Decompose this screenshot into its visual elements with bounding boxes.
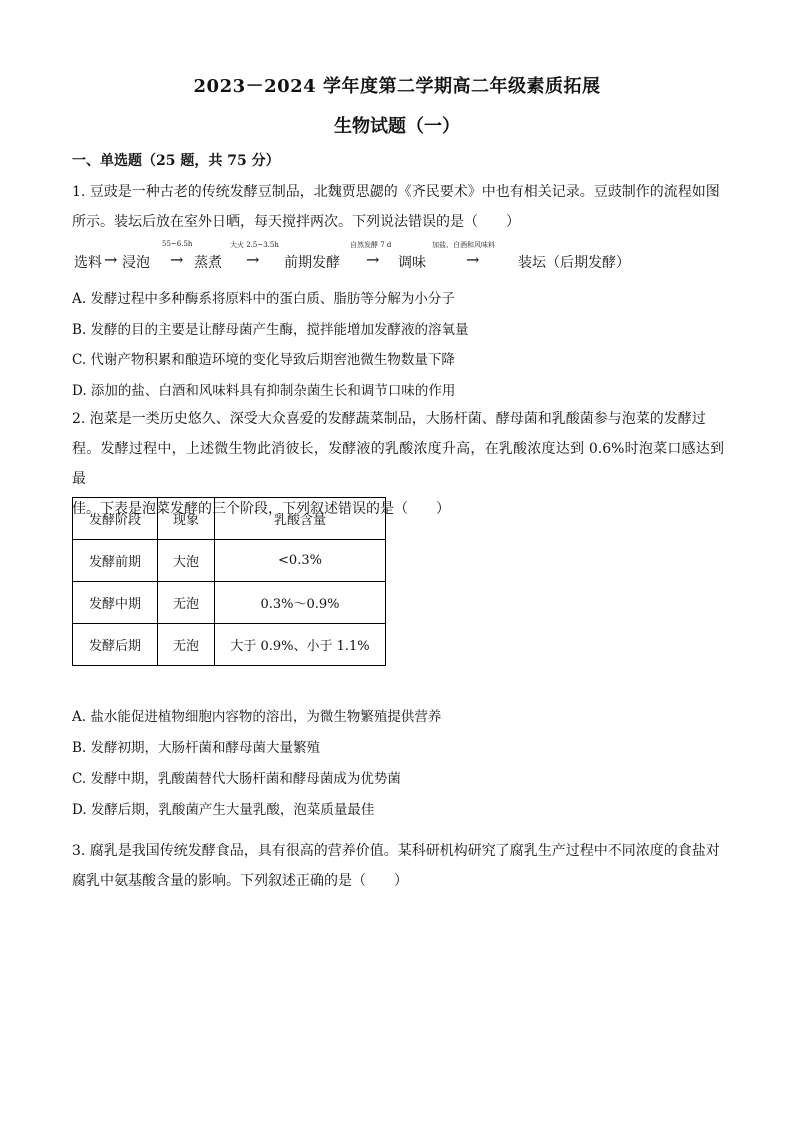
table-header-row [73, 498, 386, 540]
option-b: B. 发酵初期，大肠杆菌和酵母菌大量繁殖 [72, 740, 321, 756]
flow-step: 浸泡 [122, 255, 150, 271]
table-cell: 无泡 [158, 582, 215, 624]
table-header-cell: 发酵阶段 [73, 498, 158, 540]
flow-arrow: → [246, 250, 260, 269]
flow-annotation: 大火 2.5~3.5h [230, 241, 279, 249]
question-3-text [72, 836, 724, 896]
flow-annotation: 55~6.5h [162, 240, 193, 248]
process-flow-diagram [74, 240, 734, 280]
flow-arrow: → [366, 250, 380, 269]
flow-annotation: 自然发酵 7 d [350, 241, 392, 249]
option-a: A. 发酵过程中多种酶系将原料中的蛋白质、脂肪等分解为小分子 [72, 291, 455, 307]
question-1-line: 1. 豆豉是一种古老的传统发酵豆制品，北魏贾思勰的《齐民要术》中也有相关记录。豆豉制作的流程如图 [72, 184, 720, 200]
table-cell: 无泡 [158, 624, 215, 666]
table-header-cell: 现象 [158, 498, 215, 540]
table-row [73, 624, 386, 666]
flow-step: 调味 [398, 255, 426, 271]
question-2-line: 程。发酵过程中，上述微生物此消彼长，发酵液的乳酸浓度升高，在乳酸浓度达到 0.6%时泡菜口感达到最 [72, 441, 724, 487]
table-cell: <0.3% [215, 540, 386, 582]
flow-step: 前期发酵 [284, 255, 340, 271]
option-d: D. 添加的盐、白酒和风味料具有抑制杂菌生长和调节口味的作用 [72, 383, 456, 399]
flow-arrow: → [170, 250, 184, 269]
question-2-line: 佳。下表是泡菜发酵的三个阶段，下列叙述错误的是（ ） [72, 501, 450, 517]
section-heading: 一、单选题（25 题，共 75 分） [72, 153, 280, 169]
question-2-line: 2. 泡菜是一类历史悠久、深受大众喜爱的发酵蔬菜制品，大肠杆菌、酵母菌和乳酸菌参与泡菜的发酵过 [72, 411, 706, 427]
option-a: A. 盐水能促进植物细胞内容物的溶出，为微生物繁殖提供营养 [72, 709, 442, 725]
question-3-line: 腐乳中氨基酸含量的影响。下列叙述正确的是（ ） [72, 873, 408, 889]
table-cell: 发酵中期 [73, 582, 158, 624]
exam-subtitle: 生物试题（一） [334, 116, 460, 137]
table-cell: 大泡 [158, 540, 215, 582]
table-cell: 大于 0.9%、小于 1.1% [215, 624, 386, 666]
table-row [73, 540, 386, 582]
question-1-line: 所示。装坛后放在室外日晒，每天搅拌两次。下列说法错误的是（ ） [72, 214, 520, 230]
flow-step: 装坛（后期发酵） [518, 255, 630, 271]
flow-arrow: → [466, 250, 480, 269]
table-row [73, 582, 386, 624]
question-3-line: 3. 腐乳是我国传统发酵食品，具有很高的营养价值。某科研机构研究了腐乳生产过程中不同浓度的食盐对 [72, 843, 720, 859]
flow-arrow: → [104, 250, 118, 269]
flow-step: 选料 [74, 255, 102, 271]
exam-title: 2023－2024 学年度第二学期高二年级素质拓展 [193, 76, 601, 97]
table-cell: 发酵前期 [73, 540, 158, 582]
option-b: B. 发酵的目的主要是让酵母菌产生酶，搅拌能增加发酵液的溶氧量 [72, 322, 469, 338]
table-header-cell: 乳酸含量 [215, 498, 386, 540]
option-c: C. 代谢产物积累和酿造环境的变化导致后期窖池微生物数量下降 [72, 352, 455, 368]
fermentation-table [72, 497, 386, 666]
option-d: D. 发酵后期，乳酸菌产生大量乳酸，泡菜质量最佳 [72, 802, 375, 818]
question-1-text [72, 177, 724, 237]
flow-step: 蒸煮 [194, 255, 222, 271]
option-c: C. 发酵中期，乳酸菌替代大肠杆菌和酵母菌成为优势菌 [72, 771, 401, 787]
table-cell: 发酵后期 [73, 624, 158, 666]
flow-annotation: 加盐、白酒和风味料 [432, 241, 495, 249]
table-cell: 0.3%～0.9% [215, 582, 386, 624]
